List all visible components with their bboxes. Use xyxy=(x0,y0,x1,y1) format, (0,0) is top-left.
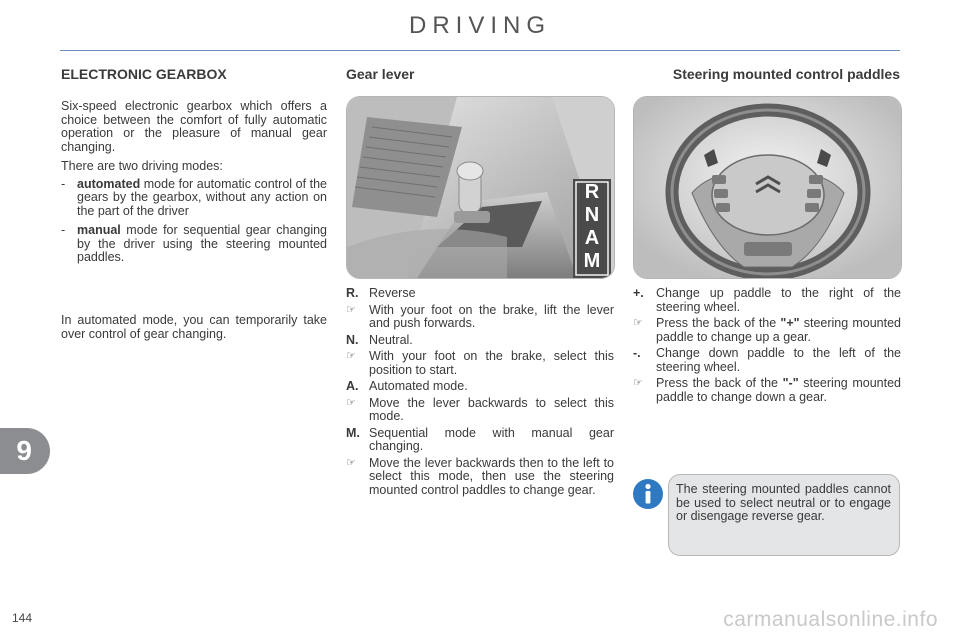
item-text: Move the lever backwards then to the left to select this mode, then use the steering mounted control paddles to change gear. xyxy=(369,455,614,497)
item-text-pre: Change down paddle to the left of the steering wheel. xyxy=(656,346,901,374)
item-text: Sequential mode with manual gear changing. xyxy=(369,425,614,453)
override-paragraph xyxy=(61,314,327,347)
pointing-hand-icon: ☞ xyxy=(346,303,356,316)
item-text-post: steering mounted paddle to change up a gear. xyxy=(656,316,902,344)
list-item xyxy=(346,304,614,331)
pointing-hand-icon: ☞ xyxy=(346,350,356,362)
mode-desc: mode for automatic control of the gears by the gearbox, without any action on the part of the driver xyxy=(77,176,327,218)
pointing-hand-icon: ☞ xyxy=(346,396,356,409)
pointing-hand-icon: ☞ xyxy=(346,456,356,469)
item-text: Reverse xyxy=(369,286,416,300)
watermark: carmanualsonline.info xyxy=(723,608,938,631)
list-item xyxy=(346,380,614,394)
modes-intro: There are two driving modes: xyxy=(61,159,223,173)
list-item xyxy=(346,350,614,377)
mode-desc: mode for sequential gear changing by the driver using the steering mounted paddles. xyxy=(77,223,327,264)
item-text xyxy=(656,377,901,404)
page-number: 144 xyxy=(12,611,33,625)
item-key: +. xyxy=(633,286,644,300)
item-key: -. xyxy=(633,346,641,360)
mode-item xyxy=(61,224,327,265)
list-item xyxy=(633,287,901,314)
list-item xyxy=(633,317,901,344)
gear-gate-letters xyxy=(577,181,607,273)
item-key: M. xyxy=(346,425,360,440)
list-item xyxy=(346,334,614,348)
item-text: Automated mode. xyxy=(369,379,468,393)
item-text: Move the lever backwards to select this mode. xyxy=(369,395,614,423)
mode-dash: - xyxy=(61,176,66,191)
list-item xyxy=(346,427,614,454)
mode-item xyxy=(61,178,327,219)
heading-steering-paddles: Steering mounted control paddles xyxy=(672,66,900,82)
item-text-pre: Press the back of the xyxy=(656,316,781,330)
info-icon xyxy=(632,478,664,510)
page-title: DRIVING xyxy=(408,12,551,39)
override-text: In automated mode, you can temporarily take over control of gear changing. xyxy=(61,313,327,341)
item-text xyxy=(656,287,901,314)
gate-letter-a: A xyxy=(584,227,600,249)
item-key: N. xyxy=(346,332,359,347)
item-text xyxy=(656,347,901,374)
chapter-tab: 9 xyxy=(0,428,50,474)
title-rule xyxy=(60,50,900,51)
item-text-post: steering mounted paddle to change down a gear. xyxy=(656,376,901,404)
item-key: A. xyxy=(346,379,359,393)
heading-gear-lever: Gear lever xyxy=(346,66,415,82)
intro-paragraph: Six-speed electronic gearbox which offers a choice between the comfort of fully automatic operation or the pleasure of manual gear changing. xyxy=(61,99,327,154)
paddle-list xyxy=(633,287,901,407)
list-item xyxy=(633,347,901,374)
gate-letter-r: R xyxy=(584,181,600,203)
gate-letter-n: N xyxy=(584,204,600,226)
steering-wheel-illustration xyxy=(634,97,901,278)
pointing-hand-icon: ☞ xyxy=(633,317,643,329)
item-key: R. xyxy=(346,286,359,300)
list-item xyxy=(346,287,614,301)
info-box: The steering mounted paddles cannot be used to select neutral or to engage or disengage reverse gear. xyxy=(668,474,900,556)
mode-name: manual xyxy=(77,223,121,237)
item-text: With your foot on the brake, lift the lever and push forwards. xyxy=(369,302,614,330)
item-text-pre: Press the back of the xyxy=(656,376,783,390)
list-item xyxy=(346,397,614,424)
steering-wheel-photo xyxy=(633,96,902,279)
list-item xyxy=(633,377,901,404)
gear-lever-list xyxy=(346,287,614,500)
item-text-bold: "-" xyxy=(782,376,799,390)
mode-text xyxy=(77,178,327,219)
item-text: With your foot on the brake, select this position to start. xyxy=(369,349,614,377)
gear-lever-photo xyxy=(346,96,615,279)
gate-letter-m: M xyxy=(583,250,601,272)
item-text: Neutral. xyxy=(369,332,413,347)
mode-name: automated xyxy=(77,176,141,191)
mode-dash: - xyxy=(61,223,66,237)
gear-lever-illustration xyxy=(347,97,614,278)
left-column xyxy=(61,100,327,271)
item-text-bold: "+" xyxy=(780,316,800,330)
list-item xyxy=(346,457,614,498)
item-text-pre: Change up paddle to the right of the steering wheel. xyxy=(656,286,901,314)
item-text xyxy=(656,317,901,344)
mode-text xyxy=(77,224,327,265)
pointing-hand-icon: ☞ xyxy=(633,377,643,389)
heading-electronic-gearbox: ELECTRONIC GEARBOX xyxy=(61,66,227,82)
